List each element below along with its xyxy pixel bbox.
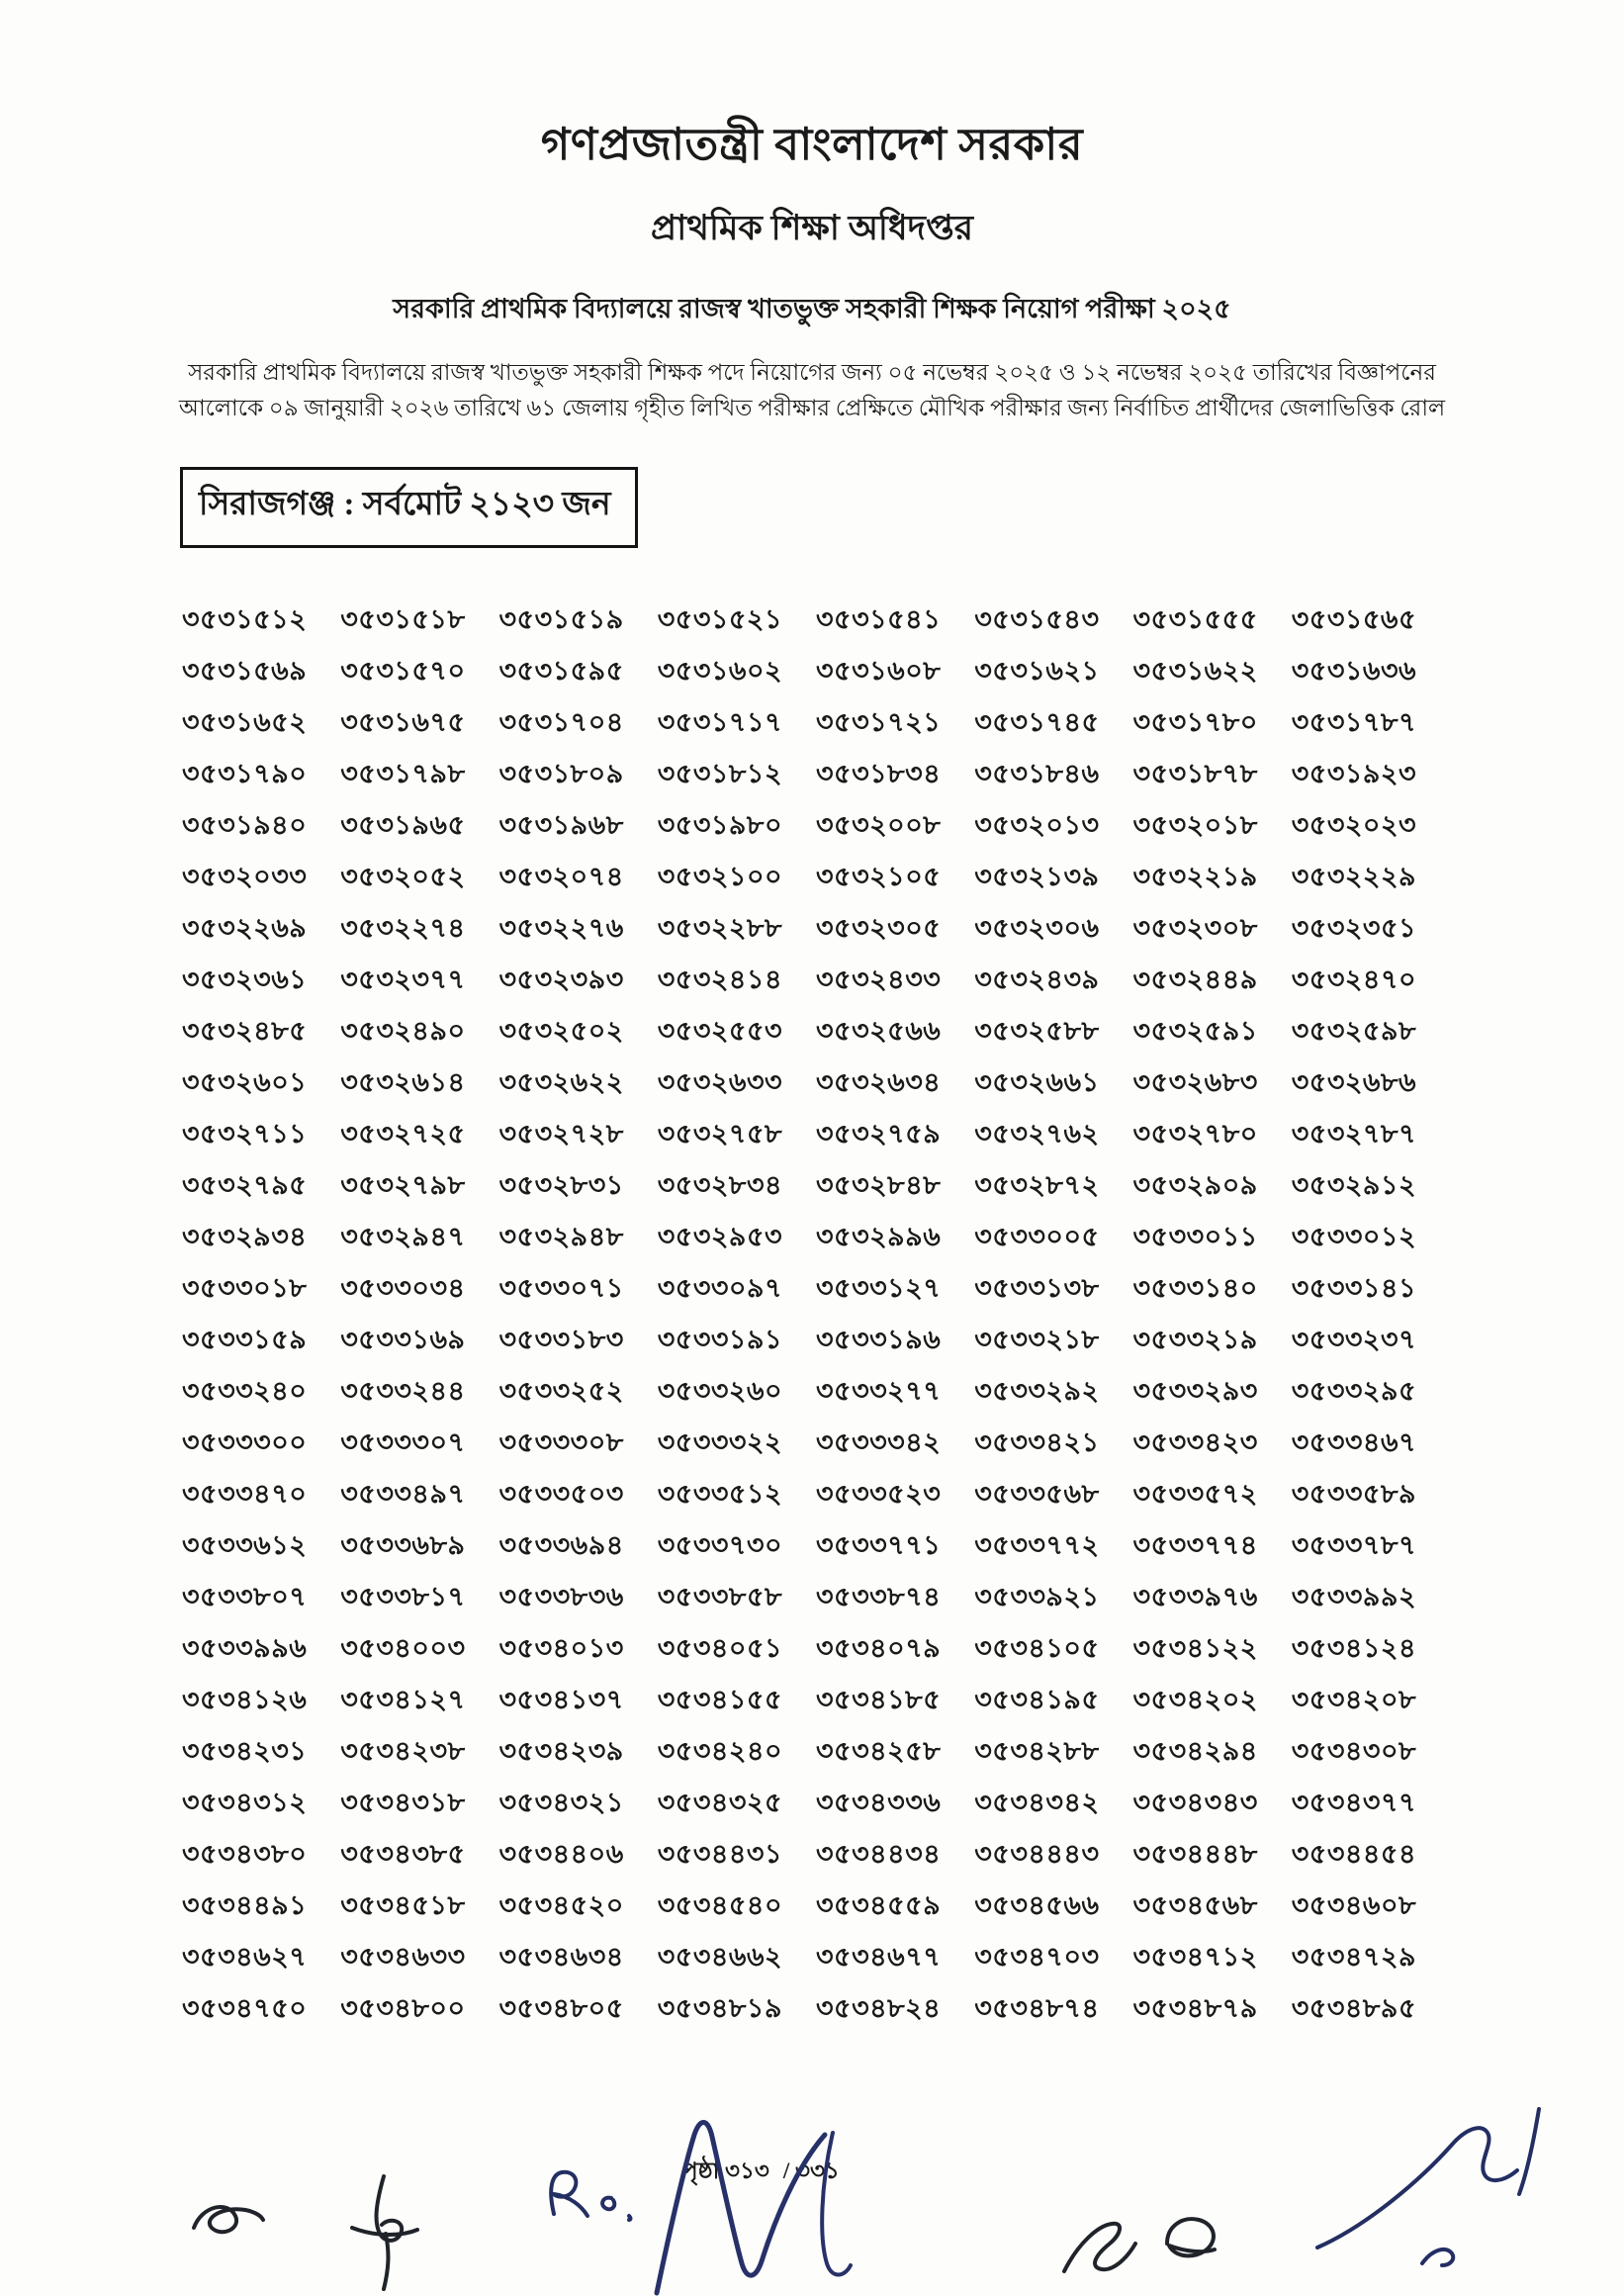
roll-number: ৩৫৩২২৭৪ xyxy=(340,912,466,943)
roll-number: ৩৫৩৪০০৩ xyxy=(340,1632,466,1663)
roll-number: ৩৫৩৪৬৩৪ xyxy=(498,1941,624,1972)
roll-number: ৩৫৩১৬৩৬ xyxy=(1291,655,1417,686)
roll-number: ৩৫৩৩৮১৭ xyxy=(340,1581,466,1611)
roll-number: ৩৫৩২৪৮৫ xyxy=(182,1015,308,1046)
roll-number: ৩৫৩১৯৪০ xyxy=(182,809,308,840)
roll-number: ৩৫৩৩০৯৭ xyxy=(657,1272,783,1303)
roll-number: ৩৫৩৪৭১২ xyxy=(1132,1941,1258,1972)
roll-number: ৩৫৩২৯৩৪ xyxy=(182,1221,308,1251)
roll-number: ৩৫৩২০০৮ xyxy=(816,809,942,840)
roll-number: ৩৫৩৪২৮৮ xyxy=(974,1735,1100,1766)
roll-number: ৩৫৩৩৫২৩ xyxy=(816,1478,942,1509)
roll-number: ৩৫৩৪৪০৬ xyxy=(498,1838,624,1869)
roll-number: ৩৫৩২৬৮৬ xyxy=(1291,1066,1417,1097)
roll-number: ৩৫৩৩১৪০ xyxy=(1132,1272,1258,1303)
roll-number: ৩৫৩৪৩৩৬ xyxy=(816,1787,942,1817)
roll-number: ৩৫৩১৭৮৭ xyxy=(1291,706,1417,737)
roll-number: ৩৫৩২৩০৬ xyxy=(974,912,1100,943)
roll-number: ৩৫৩১৫৬৯ xyxy=(182,655,308,686)
roll-number: ৩৫৩৩২৬০ xyxy=(657,1375,783,1406)
roll-number: ৩৫৩৪০৫১ xyxy=(657,1632,782,1663)
roll-number: ৩৫৩২৬০১ xyxy=(182,1066,308,1097)
roll-number: ৩৫৩২৫৫৩ xyxy=(657,1015,783,1046)
roll-number: ৩৫৩৩৩৪২ xyxy=(816,1426,942,1457)
roll-number: ৩৫৩৩০১৮ xyxy=(182,1272,308,1303)
roll-number: ৩৫৩২৭৫৮ xyxy=(657,1118,783,1148)
exam-title: সরকারি প্রাথমিক বিদ্যালয়ে রাজস্ব খাতভুক্ত সহকারী শিক্ষক নিয়োগ পরীক্ষা ২০২৫ xyxy=(393,294,1231,323)
roll-number: ৩৫৩৪৪৩৪ xyxy=(816,1838,942,1869)
signature-mark xyxy=(1422,2250,1453,2265)
roll-number: ৩৫৩১৫১৮ xyxy=(340,603,466,634)
roll-number: ৩৫৩২০১৮ xyxy=(1132,809,1258,840)
roll-number: ৩৫৩৪২০২ xyxy=(1132,1684,1258,1714)
roll-number: ৩৫৩২২৮৮ xyxy=(657,912,783,943)
roll-number: ৩৫৩৩২১৮ xyxy=(974,1324,1100,1354)
roll-number: ৩৫৩৪২৩১ xyxy=(182,1735,308,1766)
roll-number: ৩৫৩৩২৪০ xyxy=(182,1375,308,1406)
roll-number: ৩৫৩৪১২৪ xyxy=(1291,1632,1416,1663)
roll-number: ৩৫৩১৮৪৬ xyxy=(974,758,1100,788)
roll-number: ৩৫৩৪৪৫৪ xyxy=(1291,1838,1416,1869)
roll-number: ৩৫৩৪৮৭৯ xyxy=(1132,1992,1258,2023)
roll-number: ৩৫৩১৫২১ xyxy=(657,603,782,634)
roll-number: ৩৫৩৪৩৪২ xyxy=(974,1787,1100,1817)
roll-number: ৩৫৩৪৫২০ xyxy=(498,1889,624,1920)
roll-number: ৩৫৩৩১৬৯ xyxy=(340,1324,466,1354)
roll-number: ৩৫৩৩৮০৭ xyxy=(182,1581,308,1611)
roll-number: ৩৫৩৩৫০৩ xyxy=(498,1478,624,1509)
roll-number: ৩৫৩২৭১১ xyxy=(182,1118,308,1148)
roll-number: ৩৫৩২৬১৪ xyxy=(340,1066,466,1097)
roll-number: ৩৫৩৪২৩৯ xyxy=(498,1735,624,1766)
roll-number: ৩৫৩২৫৬৬ xyxy=(816,1015,942,1046)
roll-number: ৩৫৩১৬৫২ xyxy=(182,706,308,737)
roll-number: ৩৫৩১৫৪১ xyxy=(816,603,942,634)
roll-number: ৩৫৩২২১৯ xyxy=(1132,861,1258,891)
roll-number: ৩৫৩২০৩৩ xyxy=(182,861,308,891)
roll-number: ৩৫৩১৯৬৫ xyxy=(340,809,466,840)
roll-number: ৩৫৩৩৬১২ xyxy=(182,1529,308,1560)
roll-number: ৩৫৩৩২৯৩ xyxy=(1132,1375,1258,1406)
roll-number: ৩৫৩৪৭৫০ xyxy=(182,1992,308,2023)
page-number-label: পৃষ্ঠা ৩১৩ xyxy=(682,2158,769,2183)
roll-number: ৩৫৩৩৭৭২ xyxy=(974,1529,1100,1560)
roll-number: ৩৫৩২৮৩১ xyxy=(498,1169,624,1200)
roll-number: ৩৫৩৪৬৩৩ xyxy=(340,1941,466,1972)
notice-line-2: আলোকে ০৯ জানুয়ারী ২০২৬ তারিখে ৬১ জেলায় গৃহীত লিখিত পরীক্ষার প্রেক্ষিতে মৌখিক পরীক্ষার জন্য নির্বাচিত প্রার্থীদের জেলাভিত্তিক রোল xyxy=(178,396,1446,421)
roll-number: ৩৫৩৪৮১৯ xyxy=(657,1992,782,2023)
roll-number: ৩৫৩৩৮৫৮ xyxy=(657,1581,782,1611)
roll-number: ৩৫৩১৭০৪ xyxy=(498,706,624,737)
roll-number: ৩৫৩৪৩২৫ xyxy=(657,1787,783,1817)
roll-number: ৩৫৩১৬২২ xyxy=(1132,655,1258,686)
roll-number: ৩৫৩২৪৩৯ xyxy=(974,964,1100,994)
roll-number: ৩৫৩২৭৯৮ xyxy=(340,1169,466,1200)
roll-number: ৩৫৩৩৪৭০ xyxy=(182,1478,308,1509)
roll-number: ৩৫৩১৭৮০ xyxy=(1132,706,1258,737)
page-number xyxy=(682,2153,840,2191)
roll-number: ৩৫৩৩০০৫ xyxy=(974,1221,1100,1251)
roll-number: ৩৫৩৪৩৪৩ xyxy=(1132,1787,1258,1817)
roll-number: ৩৫৩১৫৬৫ xyxy=(1291,603,1416,634)
roll-number: ৩৫৩৩৩২২ xyxy=(657,1426,783,1457)
roll-number: ৩৫৩১৬০৮ xyxy=(816,655,942,686)
document-header xyxy=(0,0,1624,427)
roll-number: ৩৫৩৩২৫২ xyxy=(498,1375,624,1406)
roll-number: ৩৫৩২৭৫৯ xyxy=(816,1118,942,1148)
roll-number: ৩৫৩১৬২১ xyxy=(974,655,1100,686)
roll-number: ৩৫৩২৫৯৮ xyxy=(1291,1015,1416,1046)
roll-number: ৩৫৩৪২৩৮ xyxy=(340,1735,466,1766)
roll-number: ৩৫৩২৫৯১ xyxy=(1132,1015,1258,1046)
roll-number: ৩৫৩৪১৮৫ xyxy=(816,1684,942,1714)
roll-number: ৩৫৩৪৩২১ xyxy=(498,1787,624,1817)
roll-number: ৩৫৩৪১২৭ xyxy=(340,1684,466,1714)
roll-number: ৩৫৩২৯৪৭ xyxy=(340,1221,466,1251)
roll-number: ৩৫৩৪৫৬৮ xyxy=(1132,1889,1258,1920)
roll-number: ৩৫৩৩৩০০ xyxy=(182,1426,308,1457)
roll-number: ৩৫৩৩০১২ xyxy=(1291,1221,1417,1251)
roll-number: ৩৫৩৩৪৯৭ xyxy=(340,1478,466,1509)
roll-number: ৩৫৩৪৫৫৯ xyxy=(816,1889,942,1920)
roll-number: ৩৫৩১৮০৯ xyxy=(498,758,624,788)
district-section xyxy=(180,467,1624,548)
roll-number: ৩৫৩২৯৪৮ xyxy=(498,1221,624,1251)
roll-number: ৩৫৩৩৬৮৯ xyxy=(340,1529,466,1560)
roll-number: ৩৫৩১৮৩৪ xyxy=(816,758,942,788)
roll-number: ৩৫৩২৭৮০ xyxy=(1132,1118,1258,1148)
roll-number: ৩৫৩৩৭৭৪ xyxy=(1132,1529,1258,1560)
roll-number: ৩৫৩১৯২৩ xyxy=(1291,758,1417,788)
roll-number: ৩৫৩৩৩০৭ xyxy=(340,1426,466,1457)
government-title: গণপ্রজাতন্ত্রী বাংলাদেশ সরকার xyxy=(540,120,1084,169)
roll-number: ৩৫৩৪৮০৫ xyxy=(498,1992,624,2023)
roll-number: ৩৫৩২৬৩৩ xyxy=(657,1066,783,1097)
roll-number: ৩৫৩৩৪২৩ xyxy=(1132,1426,1258,1457)
roll-number: ৩৫৩২২৬৯ xyxy=(182,912,308,943)
roll-number: ৩৫৩৪৪৩১ xyxy=(657,1838,782,1869)
roll-number: ৩৫৩৪৭২৯ xyxy=(1291,1941,1417,1972)
roll-number: ৩৫৩৩১৯৬ xyxy=(816,1324,942,1354)
roll-number: ৩৫৩৪৫১৮ xyxy=(340,1889,466,1920)
roll-number: ৩৫৩১৯৮০ xyxy=(657,809,782,840)
roll-number: ৩৫৩২৪৪৯ xyxy=(1132,964,1258,994)
signature-mark xyxy=(1167,2219,1215,2255)
roll-number: ৩৫৩২৪৭০ xyxy=(1291,964,1417,994)
roll-number: ৩৫৩৩১৪১ xyxy=(1291,1272,1416,1303)
roll-number: ৩৫৩৩৯৯২ xyxy=(1291,1581,1417,1611)
roll-number: ৩৫৩৩৮৩৬ xyxy=(498,1581,624,1611)
roll-number: ৩৫৩৪৬০৮ xyxy=(1291,1889,1417,1920)
roll-number: ৩৫৩১৫৭০ xyxy=(340,655,466,686)
directorate-title: প্রাথমিক শিক্ষা অধিদপ্তর xyxy=(651,209,973,247)
district-total-header: সিরাজগঞ্জ : সর্বমোট ২১২৩ জন xyxy=(180,467,638,548)
roll-number: ৩৫৩৪০৭৯ xyxy=(816,1632,942,1663)
page-total-label: / ৩৩১ xyxy=(782,2158,840,2183)
roll-number: ৩৫৩২০৭৪ xyxy=(498,861,624,891)
roll-number: ৩৫৩৪৮৯৫ xyxy=(1291,1992,1416,2023)
roll-number-grid xyxy=(182,594,1450,2034)
roll-number: ৩৫৩৪২৫৮ xyxy=(816,1735,942,1766)
roll-number: ৩৫৩২৪১৪ xyxy=(657,964,782,994)
roll-number: ৩৫৩২১০০ xyxy=(657,861,783,891)
roll-number: ৩৫৩২০১৩ xyxy=(974,809,1100,840)
roll-number: ৩৫৩৪৪৪৩ xyxy=(974,1838,1100,1869)
signature-mark xyxy=(194,2207,263,2232)
roll-number: ৩৫৩১৭১৭ xyxy=(657,706,783,737)
roll-number: ৩৫৩২৪৩৩ xyxy=(816,964,942,994)
roll-number: ৩৫৩৪২০৮ xyxy=(1291,1684,1417,1714)
roll-number: ৩৫৩২৬৩৪ xyxy=(816,1066,942,1097)
roll-number: ৩৫৩২৬৬১ xyxy=(974,1066,1100,1097)
notice-line-1: সরকারি প্রাথমিক বিদ্যালয়ে রাজস্ব খাতভুক্ত সহকারী শিক্ষক পদে নিয়োগের জন্য ০৫ নভেম্বর ২০২৫ ও ১২ নভেম্বর ২০২৫ তারিখের বিজ্ঞাপনের xyxy=(188,360,1436,385)
roll-number: ৩৫৩৪৭০৩ xyxy=(974,1941,1100,1972)
roll-number: ৩৫৩৩০৭১ xyxy=(498,1272,624,1303)
roll-number: ৩৫৩৪৫৪০ xyxy=(657,1889,782,1920)
roll-number: ৩৫৩৪৩০৮ xyxy=(1291,1735,1417,1766)
roll-number: ৩৫৩৩১৫৯ xyxy=(182,1324,308,1354)
roll-number: ৩৫৩১৫১২ xyxy=(182,603,308,634)
roll-number: ৩৫৩১৫৫৫ xyxy=(1132,603,1258,634)
roll-number: ৩৫৩৩২৯৫ xyxy=(1291,1375,1417,1406)
roll-number: ৩৫৩৪৫৬৬ xyxy=(974,1889,1100,1920)
roll-number: ৩৫৩৪৪৯১ xyxy=(182,1889,308,1920)
roll-number: ৩৫৩১৭৯০ xyxy=(182,758,308,788)
roll-number: ৩৫৩৩৩০৮ xyxy=(498,1426,624,1457)
roll-number: ৩৫৩৩১৮৩ xyxy=(498,1324,624,1354)
roll-number: ৩৫৩২৬৮৩ xyxy=(1132,1066,1258,1097)
roll-number: ৩৫৩৪৩৭৭ xyxy=(1291,1787,1417,1817)
roll-number: ৩৫৩২১৩৯ xyxy=(974,861,1100,891)
roll-number: ৩৫৩১৭২১ xyxy=(816,706,942,737)
roll-number: ৩৫৩৩৯২১ xyxy=(974,1581,1100,1611)
roll-number: ৩৫৩২০৫২ xyxy=(340,861,466,891)
roll-number: ৩৫৩৩৭৩০ xyxy=(657,1529,783,1560)
roll-number: ৩৫৩৪৩১৮ xyxy=(340,1787,466,1817)
roll-number: ৩৫৩২১০৫ xyxy=(816,861,942,891)
signature-mark xyxy=(352,2176,417,2289)
roll-number: ৩৫৩৩৮৭৪ xyxy=(816,1581,942,1611)
roll-number: ৩৫৩৪২৯৪ xyxy=(1132,1735,1258,1766)
roll-number: ৩৫৩২০২৩ xyxy=(1291,809,1417,840)
roll-number: ৩৫৩৪৬৭৭ xyxy=(816,1941,942,1972)
roll-number: ৩৫৩১৮৭৮ xyxy=(1132,758,1258,788)
roll-number: ৩৫৩১৭৯৮ xyxy=(340,758,466,788)
roll-number: ৩৫৩৩০৩৪ xyxy=(340,1272,466,1303)
roll-number: ৩৫৩৩৫৭২ xyxy=(1132,1478,1258,1509)
roll-number: ৩৫৩২৭৮৭ xyxy=(1291,1118,1417,1148)
roll-number: ৩৫৩২৭৯৫ xyxy=(182,1169,308,1200)
roll-number: ৩৫৩২৩৫১ xyxy=(1291,912,1417,943)
roll-number: ৩৫৩৩৪২১ xyxy=(974,1426,1100,1457)
roll-number: ৩৫৩১৬০২ xyxy=(657,655,783,686)
roll-number: ৩৫৩১৫১৯ xyxy=(498,603,624,634)
roll-number: ৩৫৩৩২৩৭ xyxy=(1291,1324,1417,1354)
roll-number: ৩৫৩৩৯৯৬ xyxy=(182,1632,308,1663)
roll-number: ৩৫৩৩৪৬৭ xyxy=(1291,1426,1417,1457)
roll-number: ৩৫৩২৭২৫ xyxy=(340,1118,466,1148)
roll-number: ৩৫৩১৯৬৮ xyxy=(498,809,624,840)
signature-mark xyxy=(551,2172,630,2220)
roll-number: ৩৫৩২৩৬১ xyxy=(182,964,308,994)
roll-number: ৩৫৩১৬৭৫ xyxy=(340,706,466,737)
roll-number: ৩৫৩৪৩১২ xyxy=(182,1787,308,1817)
roll-number: ৩৫৩২৩০৮ xyxy=(1132,912,1258,943)
roll-number: ৩৫৩৩৫৮৯ xyxy=(1291,1478,1416,1509)
roll-number: ৩৫৩৩৬৯৪ xyxy=(498,1529,624,1560)
roll-number: ৩৫৩২৩০৫ xyxy=(816,912,942,943)
roll-number: ৩৫৩২৪৯০ xyxy=(340,1015,466,1046)
roll-number: ৩৫৩১৫৪৩ xyxy=(974,603,1100,634)
roll-number: ৩৫৩২৫৮৮ xyxy=(974,1015,1100,1046)
roll-number: ৩৫৩৪১২৬ xyxy=(182,1684,308,1714)
roll-number: ৩৫৩৪৪৪৮ xyxy=(1132,1838,1258,1869)
roll-number: ৩৫৩৪১২২ xyxy=(1132,1632,1258,1663)
roll-number: ৩৫৩৪১৩৭ xyxy=(498,1684,624,1714)
signature-mark xyxy=(657,2122,825,2293)
roll-number: ৩৫৩২৯৯৬ xyxy=(816,1221,942,1251)
roll-number: ৩৫৩১৮১২ xyxy=(657,758,782,788)
roll-number: ৩৫৩৩১৯১ xyxy=(657,1324,782,1354)
roll-number: ৩৫৩৩৭৭১ xyxy=(816,1529,942,1560)
roll-number: ৩৫৩৪৬৬২ xyxy=(657,1941,783,1972)
roll-number: ৩৫৩২৮৪৮ xyxy=(816,1169,942,1200)
roll-number: ৩৫৩২৩৯৩ xyxy=(498,964,624,994)
roll-number: ৩৫৩৩২৯২ xyxy=(974,1375,1100,1406)
roll-number: ৩৫৩৪১০৫ xyxy=(974,1632,1100,1663)
roll-number: ৩৫৩৪২৪০ xyxy=(657,1735,783,1766)
signature-mark xyxy=(1317,2109,1539,2248)
roll-number: ৩৫৩৪৮০০ xyxy=(340,1992,466,2023)
roll-number: ৩৫৩২৭২৮ xyxy=(498,1118,624,1148)
roll-number: ৩৫৩২৬২২ xyxy=(498,1066,624,1097)
roll-number: ৩৫৩৪৮২৪ xyxy=(816,1992,942,2023)
roll-number: ৩৫৩৩১৩৮ xyxy=(974,1272,1100,1303)
roll-number: ৩৫৩২৫০২ xyxy=(498,1015,624,1046)
roll-number: ৩৫৩৩২৪৪ xyxy=(340,1375,466,1406)
roll-number: ৩৫৩২৮৩৪ xyxy=(657,1169,783,1200)
roll-number: ৩৫৩৩৭৮৭ xyxy=(1291,1529,1417,1560)
roll-number: ৩৫৩২৭৬২ xyxy=(974,1118,1100,1148)
roll-number: ৩৫৩২৯১২ xyxy=(1291,1169,1417,1200)
roll-number: ৩৫৩৪৮৭৪ xyxy=(974,1992,1100,2023)
roll-number: ৩৫৩৩৫৬৮ xyxy=(974,1478,1100,1509)
signature-mark xyxy=(1064,2224,1135,2271)
roll-number: ৩৫৩৪৩৮০ xyxy=(182,1838,308,1869)
roll-number: ৩৫৩২৮৭২ xyxy=(974,1169,1100,1200)
roll-number: ৩৫৩৩৯৭৬ xyxy=(1132,1581,1258,1611)
roll-number: ৩৫৩৪১৯৫ xyxy=(974,1684,1100,1714)
roll-number: ৩৫৩২৯৫৩ xyxy=(657,1221,783,1251)
roll-number: ৩৫৩২৩৭৭ xyxy=(340,964,466,994)
roll-number: ৩৫৩৪১৫৫ xyxy=(657,1684,782,1714)
roll-number: ৩৫৩২২২৯ xyxy=(1291,861,1417,891)
roll-number: ৩৫৩৪৩৮৫ xyxy=(340,1838,466,1869)
roll-number: ৩৫৩৩১২৭ xyxy=(816,1272,942,1303)
roll-number: ৩৫৩৪০১৩ xyxy=(498,1632,624,1663)
notice-paragraph xyxy=(169,355,1455,427)
roll-number: ৩৫৩৪৬২৭ xyxy=(182,1941,308,1972)
roll-number: ৩৫৩২২৭৬ xyxy=(498,912,624,943)
roll-number: ৩৫৩৩২১৯ xyxy=(1132,1324,1258,1354)
roll-number: ৩৫৩২৯০৯ xyxy=(1132,1169,1258,1200)
roll-number: ৩৫৩১৫৯৫ xyxy=(498,655,624,686)
roll-number: ৩৫৩৩২৭৭ xyxy=(816,1375,942,1406)
roll-number: ৩৫৩৩৫১২ xyxy=(657,1478,783,1509)
roll-number: ৩৫৩১৭৪৫ xyxy=(974,706,1100,737)
roll-number: ৩৫৩৩০১১ xyxy=(1132,1221,1258,1251)
